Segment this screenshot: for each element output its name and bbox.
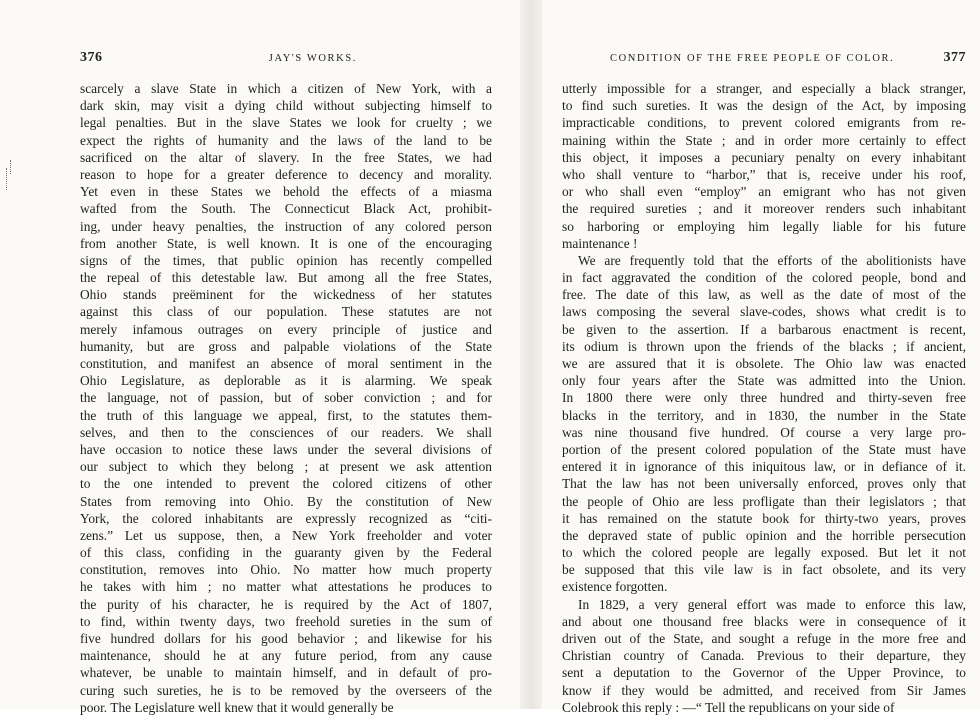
text-line: the required sureties ; and it moreover renders such inhabitant [562,201,966,217]
text-line: was nine thousand five hundred. Of course a very large pro- [562,424,966,440]
text-line: have occasion to notice these laws under the several divisions of [80,441,492,457]
text-line: he takes with him ; no matter what attestations he produces to [80,579,492,595]
text-line: maintenance ! [562,235,638,251]
right-running-head: CONDITION OF THE FREE PEOPLE OF COLOR. [610,53,895,64]
text-line: reason to hope for a greater deference to decency and morality. [80,166,492,182]
text-line: expect the rights of humanity and the laws of the land to be [80,132,492,148]
left-page-number: 376 [80,50,103,65]
text-line: Ohio stands preëminent for the wickedness of her statutes [80,287,492,303]
text-line: against this class of our population. These statutes are not [80,304,492,320]
text-line: wafted from the South. The Connecticut Black Act, prohibit- [80,201,492,217]
text-line: maining within the State ; and in order more certainly to effect [562,132,966,148]
right-page-header [610,50,966,66]
text-line: impracticable conditions, to prevent colored emigrants from re- [562,115,966,131]
text-line: constitution, removes into Ohio. No matter how much property [80,562,492,578]
text-line: constitution, and manifest an absence of moral sentiment in the [80,356,492,371]
text-line: this object, it imposes a pecuniary penalty on every inhabitant [562,149,966,165]
text-line: so harboring or employing him legally liable for his future [562,218,966,234]
text-line: our subject to which they belong ; at present we ask attention [80,459,492,475]
text-line: Colebrook this reply : —“ Tell the republicans on your side of [562,699,895,715]
text-line: in fact aggravated the condition of the colored people, bond and [562,270,966,286]
text-line: its odium is thrown upon the friends of the blacks ; if ancient, [562,338,966,354]
text-line: only four years after the State was admitted into the Union. [562,373,966,389]
text-line: five hundred dollars for his good behavior ; and likewise for his [80,631,492,646]
text-line: ing, under heavy penalties, the instruction of any colored person [80,218,492,234]
text-line: who shall venture to “harbor,” that is, receive under his roof, [562,166,966,182]
text-line: blacks in the territory, and in 1830, the number in the State [562,407,966,423]
text-line: to the one intended to prevent the colored citizens of other [80,476,492,492]
text-line: whatever, be unable to maintain himself, and in default of pro- [80,665,492,681]
text-line: York, the colored inhabitants are expressly recognized as “citi- [80,510,492,526]
text-line: scarcely a slave State in which a citizen of New York, with a [80,81,492,96]
text-line: to which the colored people are legally exposed. But let it not [562,545,966,561]
margin-mark [6,168,9,190]
text-line: signs of the times, that public opinion has recently compelled [80,252,492,268]
text-line: the repeal of this detestable law. But among all the free States, [80,270,492,286]
text-line: Christian country of Canada. Previous to their departure, they [562,648,966,664]
text-line: zens.” Let us suppose, then, a New York freeholder and voter [80,527,492,543]
text-line: the truth of this language we appeal, first, to the statutes them- [80,407,492,423]
text-line: it has remained on the statute book for thirty-two years, proves [562,510,966,526]
text-line: free. The date of this law, as well as the date of most of the [562,287,966,303]
text-line: dark skin, may visit a dying child without subjecting himself to [80,98,492,114]
text-line: legal penalties. But in the slave States we look for cruelty ; we [80,115,492,131]
text-line: Ohio Legislature, as deplorable as it is alarming. We speak [80,373,492,389]
left-running-head: JAY'S WORKS. [268,53,357,64]
text-line: the language, not of passion, but of sober conviction ; and for [80,390,492,406]
text-line: sacrificed on the altar of slavery. In the free States, we had [80,149,492,165]
text-line: we are assured that it is obsolete. The Ohio law was enacted [562,356,966,371]
text-line: be supposed that this vile law is in fact obsolete, and its very [562,562,966,578]
left-page-text [80,80,492,716]
text-line: existence forgotten. [562,579,668,595]
text-line: In 1829, a very general effort was made to enforce this law, [578,596,966,612]
text-line: and about one thousand free blacks were in consequence of it [562,613,966,629]
right-page-text [562,80,966,716]
text-line: be given to the assertion. If a barbarous enactment is recent, [562,321,966,337]
text-line: utterly impossible for a stranger, and especially a black stranger, [562,81,966,96]
text-line: portion of the present colored population of the State must have [562,441,966,457]
text-line: That the law has not been universally enforced, proves only that [562,476,966,492]
text-line: know if they would be admitted, and received from Sir James [562,682,966,698]
text-line: poor. The Legislature well knew that it would generally be [80,699,394,715]
text-line: from another State, is well known. It is one of the encouraging [80,235,492,251]
right-page-number: 377 [943,50,966,65]
text-line: In 1800 there were only three hundred and thirty-seven free [562,390,966,406]
left-page-header [80,50,492,66]
text-line: entered it in ignorance of this iniquitous law, or in defiance of it. [562,459,966,475]
text-line: sent a deputation to the Governor of the Upper Province, to [562,665,966,681]
text-line: merely infamous outrages on every principle of justice and [80,321,492,337]
text-line: laws composing the several slave-codes, shows what credit is to [562,304,966,320]
text-line: of this class, confiding in the guaranty given by the Federal [80,545,492,561]
text-line: curing such sureties, he is to be removed by the overseers of the [80,682,492,698]
text-line: selves, and then to the consciences of our readers. We shall [80,424,492,440]
text-line: the purity of his character, he is required by the Act of 1807, [80,596,492,612]
text-line: driven out of the State, and sought a refuge in the more free and [562,631,966,646]
text-line: the depraved state of public opinion and the horrible persecution [562,527,966,543]
text-line: States from removing into Ohio. By the constitution of New [80,493,492,509]
text-line: or who shall even “employ” an emigrant who has not given [562,184,966,200]
text-line: to find such sureties. It was the design of the Act, by imposing [562,98,966,114]
text-line: Yet even in these States we behold the effects of a miasma [80,184,492,200]
text-line: We are frequently told that the efforts of the abolitionists have [578,252,966,268]
text-line: maintenance, should he at any future period, from any cause [80,648,492,664]
text-line: the people of Ohio are less profligate than their legislators ; that [562,493,966,509]
margin-mark [10,160,13,174]
book-gutter [520,0,542,709]
text-line: to find, within twenty days, two freehold sureties in the sum of [80,613,492,629]
text-line: humanity, but are gross and palpable violations of the State [80,338,492,354]
